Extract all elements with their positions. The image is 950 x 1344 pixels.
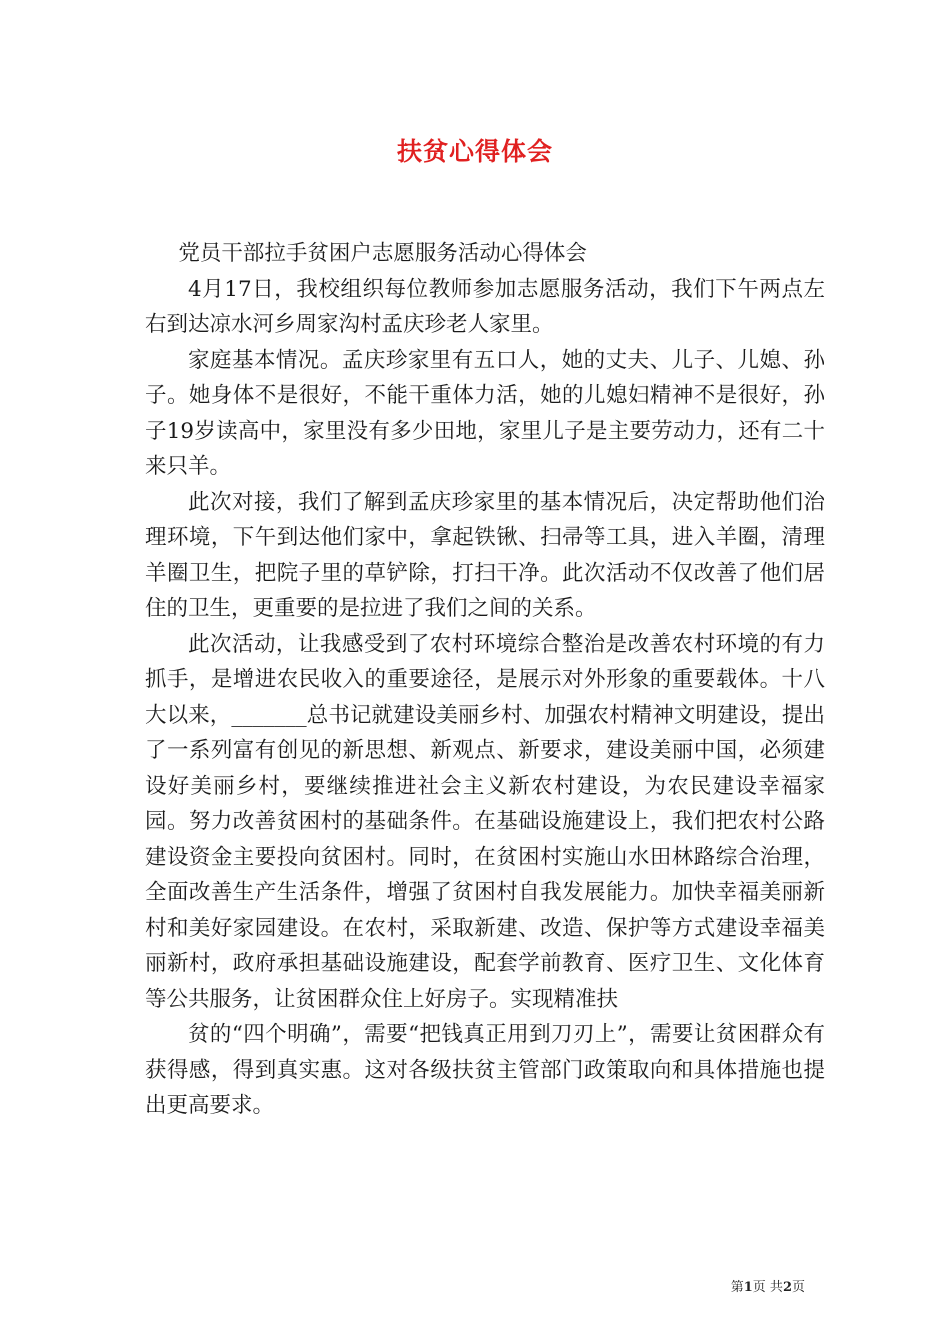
document-subtitle: 党员干部拉手贫困户志愿服务活动心得体会 <box>178 241 587 266</box>
paragraph-reflection: 此次活动，让我感受到了农村环境综合整治是改善农村环境的有力抓手，是增进农民收入的重要途径，是展示对外形象的重要载体。十八大以来，_______总书记就建设美丽乡村、加强农村精神文明建设，提出了一系列富有创见的新思想、新观点、新要求，建设美丽中国，必须建设好美丽乡村，要继续推进社会主义新农村建设，为农民建设幸福家园。努力改善贫困村的基础条件。在基础设施建设上，我们把农村公路建设资金主要投向贫困村。同时，在贫困村实施山水田林路综合治理，全面改善生产生活条件，增强了贫困村自我发展能力。加快幸福美丽新村和美好家园建设。在农村，采取新建、改造、保护等方式建设幸福美丽新村，政府承担基础设施建设，配套学前教育、医疗卫生、文化体育等公共服务，让贫困群众住上好房子。实现精准扶 <box>145 631 825 1012</box>
paragraph-visit-date: 4月17日，我校组织每位教师参加志愿服务活动，我们下午两点左右到达凉水河乡周家沟村孟庆珍老人家里。 <box>145 276 825 337</box>
document-body <box>145 236 825 1124</box>
footer-middle: 页 共 <box>752 1280 783 1295</box>
page-number-footer <box>731 1276 805 1295</box>
footer-suffix: 页 <box>791 1280 805 1295</box>
footer-prefix: 第 <box>730 1280 744 1295</box>
document-title: 扶贫心得体会 <box>396 137 553 166</box>
footer-current-page: 1 <box>743 1280 753 1295</box>
paragraph-conclusion: 贫的“四个明确”，需要“把钱真正用到刀刃上”，需要让贫困群众有获得感，得到真实惠。这对各级扶贫主管部门政策取向和具体措施也提出更高要求。 <box>145 1022 825 1118</box>
footer-total-pages: 2 <box>782 1280 792 1295</box>
paragraph-assistance: 此次对接，我们了解到孟庆珍家里的基本情况后，决定帮助他们治理环境，下午到达他们家中，拿起铁锹、扫帚等工具，进入羊圈，清理羊圈卫生，把院子里的草铲除，打扫干净。此次活动不仅改善了他们居住的卫生，更重要的是拉进了我们之间的关系。 <box>145 489 825 621</box>
paragraph-family-situation: 家庭基本情况。孟庆珍家里有五口人，她的丈夫、儿子、儿媳、孙子。她身体不是很好，不能干重体力活，她的儿媳妇精神不是很好，孙子19岁读高中，家里没有多少田地，家里儿子是主要劳动力，还有二十来只羊。 <box>145 347 825 479</box>
